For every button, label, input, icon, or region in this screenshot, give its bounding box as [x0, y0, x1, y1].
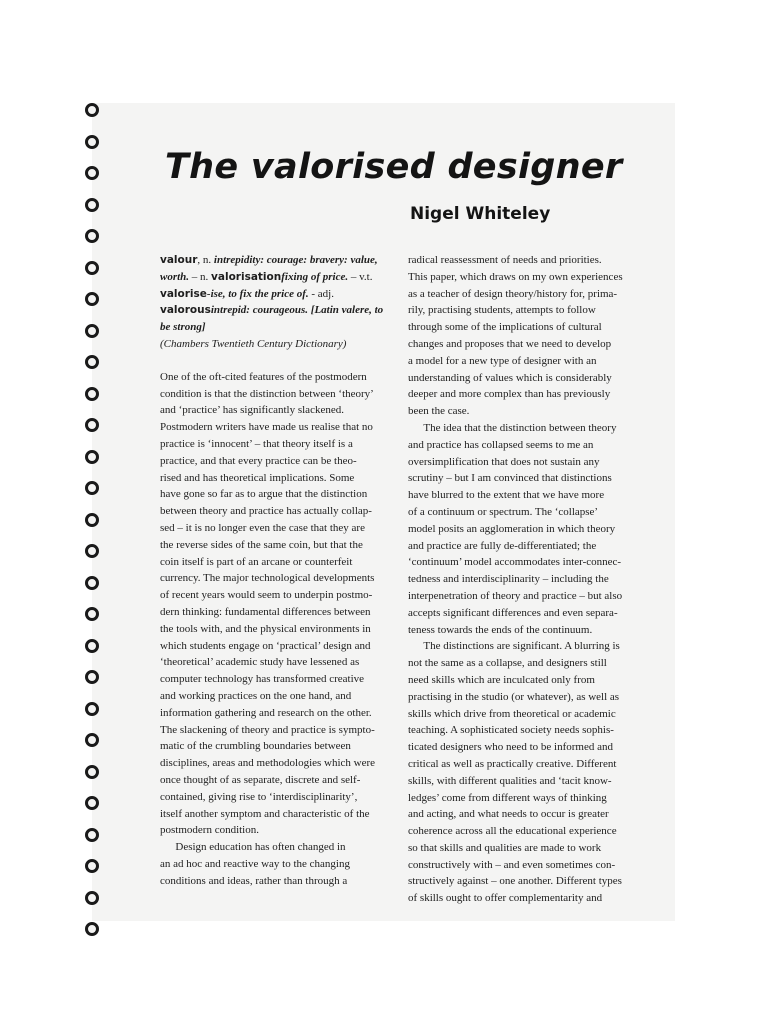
text-line: matic of the crumbling boundaries between	[160, 740, 351, 753]
body-paragraph	[408, 420, 640, 638]
article-title: The valorised designer	[165, 147, 623, 187]
binding-ring	[85, 418, 99, 432]
text-line: so that skills and qualities are made to work	[408, 841, 602, 854]
text-line: computer technology has transformed creative	[160, 673, 365, 686]
text-line: not the same as a collapse, and designers still	[408, 657, 607, 670]
text-line: oversimplification that does not sustain any	[408, 455, 600, 468]
text-line: and acting, and what needs to occur is greater	[408, 808, 609, 821]
text-line: interpenetration of theory and practice – but also	[408, 589, 623, 602]
body-paragraph	[160, 839, 392, 889]
text-line: condition is that the distinction between ‘theory’	[160, 387, 374, 400]
binding-ring	[85, 324, 99, 338]
text-line: practice, and that every practice can be theo-	[160, 454, 357, 467]
text-line: rised and has theoretical implications. Some	[160, 471, 355, 484]
body-paragraph	[408, 252, 640, 420]
article-author: Nigel Whiteley	[410, 204, 551, 224]
binding-ring	[85, 103, 99, 117]
text-line: practising in the studio (or whatever), as well as	[408, 690, 620, 703]
text-line: contained, giving rise to ‘interdisciplinarity’,	[160, 790, 358, 803]
text-line: teness towards the ends of the continuum.	[408, 623, 593, 636]
text-line: have gone so far as to argue that the distinction	[160, 488, 368, 501]
text-line: The slackening of theory and practice is sympto-	[160, 723, 375, 736]
text-line: model posits an agglomeration in which theory	[408, 522, 616, 535]
text-line: structively against – one another. Different types	[408, 875, 622, 888]
text-line: itself another symptom and characteristic of the	[160, 807, 370, 820]
text-line: once thought of as separate, discrete and self-	[160, 773, 361, 786]
binding-ring	[85, 292, 99, 306]
binding-ring	[85, 765, 99, 779]
text-line: the reverse sides of the same coin, but that the	[160, 538, 363, 551]
binding-ring	[85, 450, 99, 464]
text-line: changes and proposes that we need to develop	[408, 337, 612, 350]
body-paragraph	[408, 638, 640, 907]
left-body-text	[160, 369, 392, 890]
binding-ring	[85, 796, 99, 810]
text-line: as a teacher of design theory/history for, prima-	[408, 287, 618, 300]
text-line: tedness and interdisciplinarity – including the	[408, 573, 609, 586]
right-column	[408, 252, 640, 907]
text-line: ledges’ come from different ways of thinking	[408, 791, 607, 804]
text-line: constructively with – and even sometimes con-	[408, 858, 616, 871]
binding-ring	[85, 828, 99, 842]
binding-ring	[85, 607, 99, 621]
text-line: and practice are fully de-differentiated; the	[408, 539, 597, 552]
text-line: One of the oft-cited features of the postmodern	[160, 370, 367, 383]
text-line: which students engage on ‘practical’ design and	[160, 639, 371, 652]
text-line: deeper and more complex than has previously	[408, 388, 611, 401]
binding-ring	[85, 261, 99, 275]
text-line: ticated designers who need to be informed and	[408, 741, 613, 754]
text-line: through some of the implications of cultural	[408, 321, 602, 334]
text-line: information gathering and research on the other.	[160, 706, 372, 719]
text-line: understanding of values which is considerably	[408, 371, 612, 384]
binding-ring	[85, 229, 99, 243]
text-line: skills, with different qualities and ‘tacit know-	[408, 774, 612, 787]
text-line: scrutiny – but I am convinced that distinctions	[408, 472, 612, 485]
binding-ring	[85, 733, 99, 747]
binding-ring	[85, 481, 99, 495]
text-line: and ‘practice’ has significantly slackened.	[160, 404, 344, 417]
binding-ring	[85, 387, 99, 401]
binding-ring	[85, 198, 99, 212]
text-line: and working practices on the one hand, and	[160, 689, 352, 702]
binding-ring	[85, 859, 99, 873]
text-line: conditions and ideas, rather than through a	[160, 874, 348, 887]
dictionary-definition: valour, n. intrepidity: courage: bravery: value, worth. – n. valorisationfixing of price. – v.t. valorise-ise, to fix the price of. - adj. valorousintrepid: courageous. [Latin valere, to be strong] (Chambers Twentieth Century Dictionary)	[160, 254, 384, 350]
text-line: The idea that the distinction between theory	[423, 421, 617, 434]
text-line: have blurred to the extent that we have more	[408, 489, 605, 502]
text-line: and practice has collapsed seems to me an	[408, 438, 594, 451]
binding-ring	[85, 670, 99, 684]
text-line: ‘continuum’ model accommodates inter-connec-	[408, 556, 622, 569]
text-line: need skills which are inculcated only from	[408, 673, 595, 686]
text-line: Design education has often changed in	[175, 841, 346, 854]
binding-ring	[85, 135, 99, 149]
binding-ring	[85, 922, 99, 936]
text-line: rily, practising students, attempts to follow	[408, 304, 596, 317]
text-line: This paper, which draws on my own experiences	[408, 270, 623, 283]
text-line: coin itself is part of an arcane or counterfeit	[160, 555, 353, 568]
binding-ring	[85, 891, 99, 905]
binding-ring	[85, 166, 99, 180]
text-line: ‘theoretical’ academic study have lessened as	[160, 656, 360, 669]
left-column	[160, 252, 392, 889]
text-line: dern thinking: fundamental differences between	[160, 605, 371, 618]
text-line: practice is ‘innocent’ – that theory itself is a	[160, 437, 353, 450]
binding-ring	[85, 544, 99, 558]
text-line: the tools with, and the physical environments in	[160, 622, 371, 635]
text-line: postmodern condition.	[160, 824, 259, 837]
text-line: coherence across all the educational experience	[408, 825, 617, 838]
text-line: of recent years would seem to underpin postmo-	[160, 589, 373, 602]
text-line: sed – it is no longer even the case that they are	[160, 521, 365, 534]
text-line: skills which drive from theoretical or academic	[408, 707, 616, 720]
text-line: disciplines, areas and methodologies which were	[160, 757, 376, 770]
binding-ring	[85, 576, 99, 590]
text-line: Postmodern writers have made us realise that no	[160, 421, 373, 434]
binding-ring	[85, 702, 99, 716]
text-line: teaching. A sophisticated society needs sophis-	[408, 724, 614, 737]
text-line: currency. The major technological developments	[160, 572, 375, 585]
body-paragraph	[160, 369, 392, 839]
text-line: critical as well as practically creative. Different	[408, 757, 617, 770]
right-body-text	[408, 252, 640, 907]
text-line: between theory and practice has actually collap-	[160, 505, 372, 518]
text-line: of a continuum or spectrum. The ‘collapse’	[408, 505, 599, 518]
text-line: accepts significant differences and even separa-	[408, 606, 618, 619]
text-line: of skills ought to offer complementarity and	[408, 892, 603, 905]
text-line: an ad hoc and reactive way to the changing	[160, 857, 350, 870]
binding-ring	[85, 639, 99, 653]
binding-ring	[85, 513, 99, 527]
text-line: The distinctions are significant. A blurring is	[423, 640, 620, 653]
text-line: been the case.	[408, 405, 470, 418]
binding-ring	[85, 355, 99, 369]
text-line: a model for a new type of designer with an	[408, 354, 597, 367]
text-line: radical reassessment of needs and priorities.	[408, 254, 602, 266]
